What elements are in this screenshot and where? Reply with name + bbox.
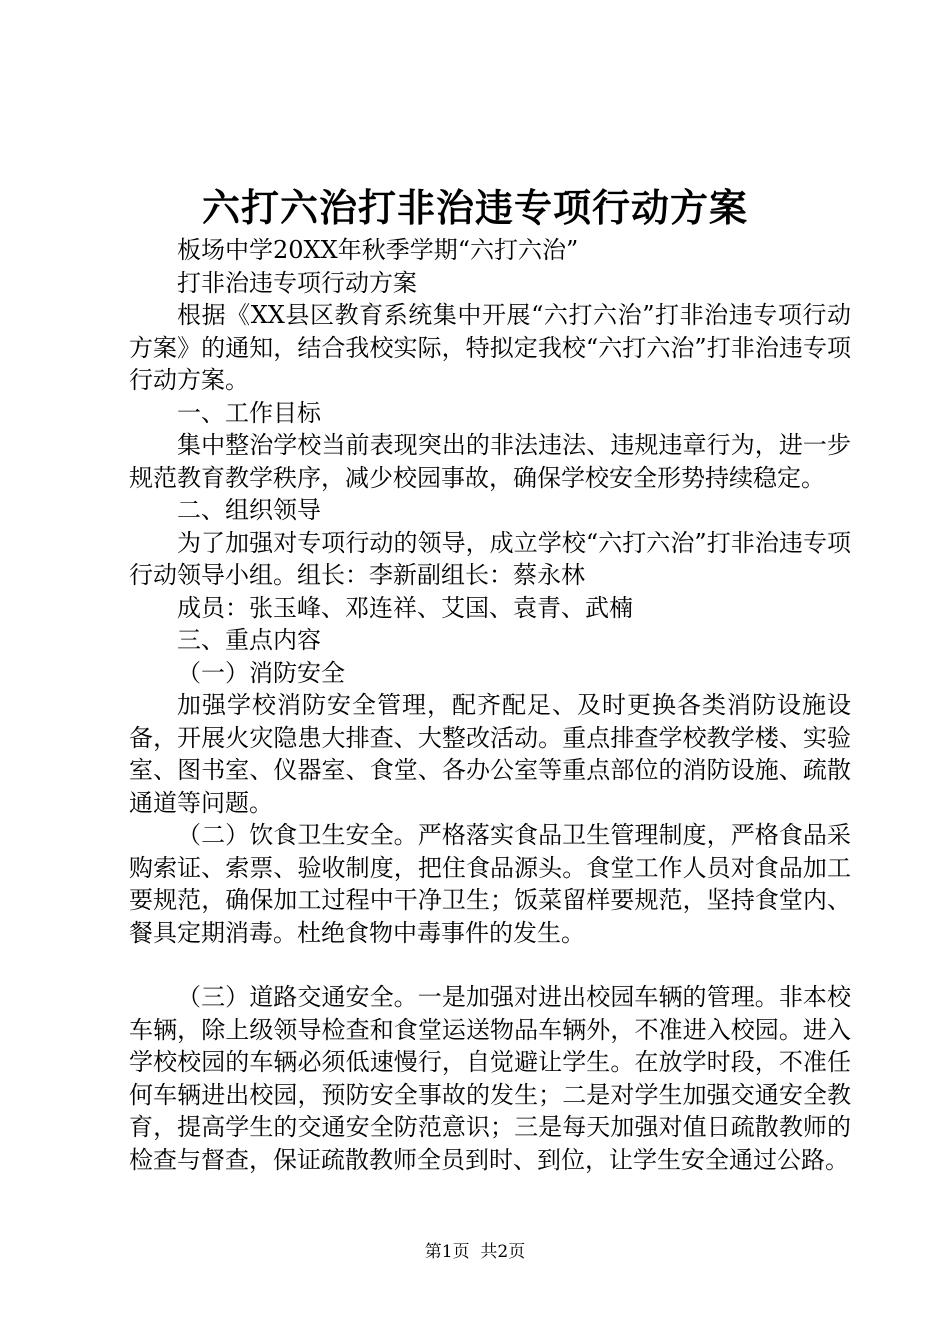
intro-paragraph: 根据《XX县区教育系统集中开展“六打六治”打非治违专项行动方案》的通知，结合我校实际，特拟定我校“六打六治”打非治违专项行动方案。 [129,301,851,394]
section-heading-leadership: 二、组织领导 [177,496,321,524]
school-heading-line: 板场中学20XX年秋季学期“六打六治” [177,236,579,264]
plan-heading-line: 打非治违专项行动方案 [177,268,417,297]
page-number-total: 共2页 [480,1242,526,1262]
page-number-current: 第1页 [424,1242,470,1262]
section-heading-key-content: 三、重点内容 [177,626,321,654]
page-footer [0,1240,950,1264]
goals-paragraph: 集中整治学校当前表现突出的非法违法、违规违章行为，进一步规范教育教学秩序，减少校园事故，确保学校安全形势持续稳定。 [129,431,851,492]
fire-safety-paragraph: 加强学校消防安全管理，配齐配足、及时更换各类消防设施设备，开展火灾隐患大排查、大整改活动。重点排查学校教学楼、实验室、图书室、仪器室、食堂、各办公室等重点部位的消防设施、疏散通道等问题。 [129,691,851,817]
subheading-fire-safety: （一）消防安全 [177,658,345,687]
document-body [129,234,851,1176]
section-heading-goals: 一、工作目标 [177,398,321,427]
food-safety-paragraph: （二）饮食卫生安全。严格落实食品卫生管理制度，严格食品采购索证、索票、验收制度，把住食品源头。食堂工作人员对食品加工要规范，确保加工过程中干净卫生；饭菜留样要规范，坚持食堂内、餐具定期消毒。杜绝食物中毒事件的发生。 [129,821,851,947]
members-line: 成员：张玉峰、邓连祥、艾国、袁青、武楠 [177,593,633,622]
document-title: 六打六治打非治违专项行动方案 [201,185,748,230]
leadership-paragraph: 为了加强对专项行动的领导，成立学校“六打六治”打非治违专项行动领导小组。组长：李新副组长：蔡永林 [129,528,851,589]
traffic-safety-paragraph: （三）道路交通安全。一是加强对进出校园车辆的管理。非本校车辆，除上级领导检查和食堂运送物品车辆外，不准进入校园。进入学校校园的车辆必须低速慢行，自觉避让学生。在放学时段，不准任何车辆进出校园，预防安全事故的发生；二是对学生加强交通安全教育，提高学生的交通安全防范意识；三是每天加强对值日疏散教师的检查与督查，保证疏散教师全员到时、到位，让学生安全通过公路。 [129,983,851,1174]
